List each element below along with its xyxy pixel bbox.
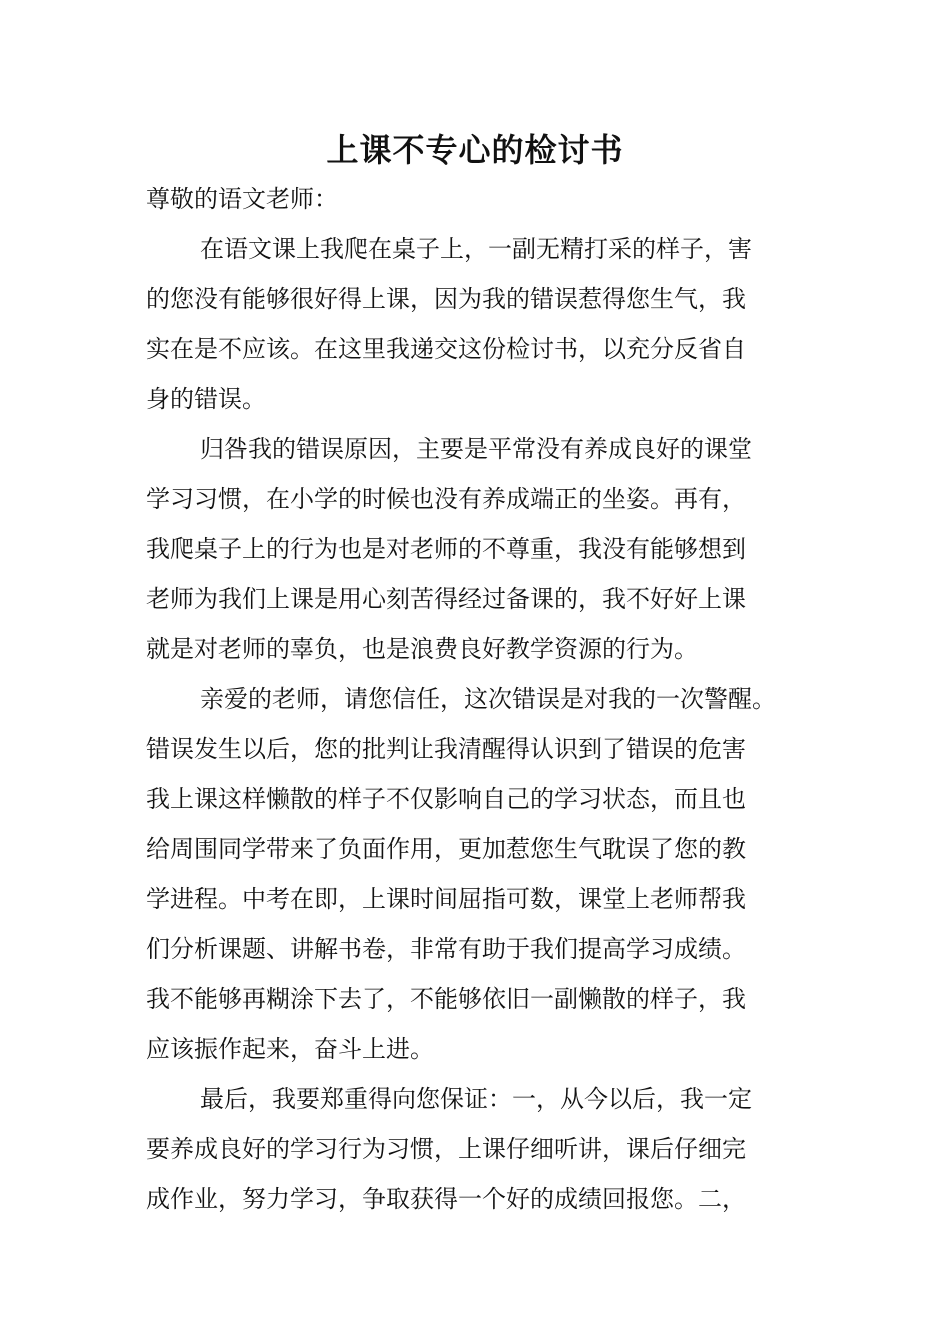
paragraph-line: 实在是不应该。在这里我递交这份检讨书，以充分反省自	[146, 335, 746, 363]
paragraph-line: 的您没有能够很好得上课，因为我的错误惹得您生气，我	[146, 285, 746, 313]
paragraph-line: 在语文课上我爬在桌子上，一副无精打采的样子，害	[200, 235, 752, 263]
paragraph-line: 错误发生以后，您的批判让我清醒得认识到了错误的危害	[146, 735, 746, 763]
paragraph-line: 们分析课题、讲解书卷，非常有助于我们提高学习成绩。	[146, 935, 746, 963]
paragraph-line: 学进程。中考在即，上课时间屈指可数，课堂上老师帮我	[146, 885, 746, 913]
paragraph-line: 身的错误。	[146, 385, 266, 413]
paragraph-line: 成作业，努力学习，争取获得一个好的成绩回报您。二，	[146, 1185, 746, 1213]
paragraph-line: 给周围同学带来了负面作用，更加惹您生气耽误了您的教	[146, 835, 746, 863]
document-title: 上课不专心的检讨书	[326, 131, 624, 169]
paragraph-line: 亲爱的老师，请您信任，这次错误是对我的一次警醒。	[200, 685, 776, 713]
paragraph-line: 就是对老师的辜负，也是浪费良好教学资源的行为。	[146, 635, 698, 663]
salutation: 尊敬的语文老师：	[146, 185, 338, 213]
paragraph-line: 我上课这样懒散的样子不仅影响自己的学习状态，而且也	[146, 785, 746, 813]
paragraph-line: 我爬桌子上的行为也是对老师的不尊重，我没有能够想到	[146, 535, 746, 563]
paragraph-line: 归咎我的错误原因，主要是平常没有养成良好的课堂	[200, 435, 752, 463]
paragraph-line: 老师为我们上课是用心刻苦得经过备课的，我不好好上课	[146, 585, 746, 613]
paragraph-line: 要养成良好的学习行为习惯，上课仔细听讲，课后仔细完	[146, 1135, 746, 1163]
paragraph-line: 学习习惯，在小学的时候也没有养成端正的坐姿。再有，	[146, 485, 746, 513]
paragraph-line: 我不能够再糊涂下去了，不能够依旧一副懒散的样子，我	[146, 985, 746, 1013]
paragraph-line: 最后，我要郑重得向您保证：一，从今以后，我一定	[200, 1085, 752, 1113]
paragraph-line: 应该振作起来，奋斗上进。	[146, 1035, 434, 1063]
